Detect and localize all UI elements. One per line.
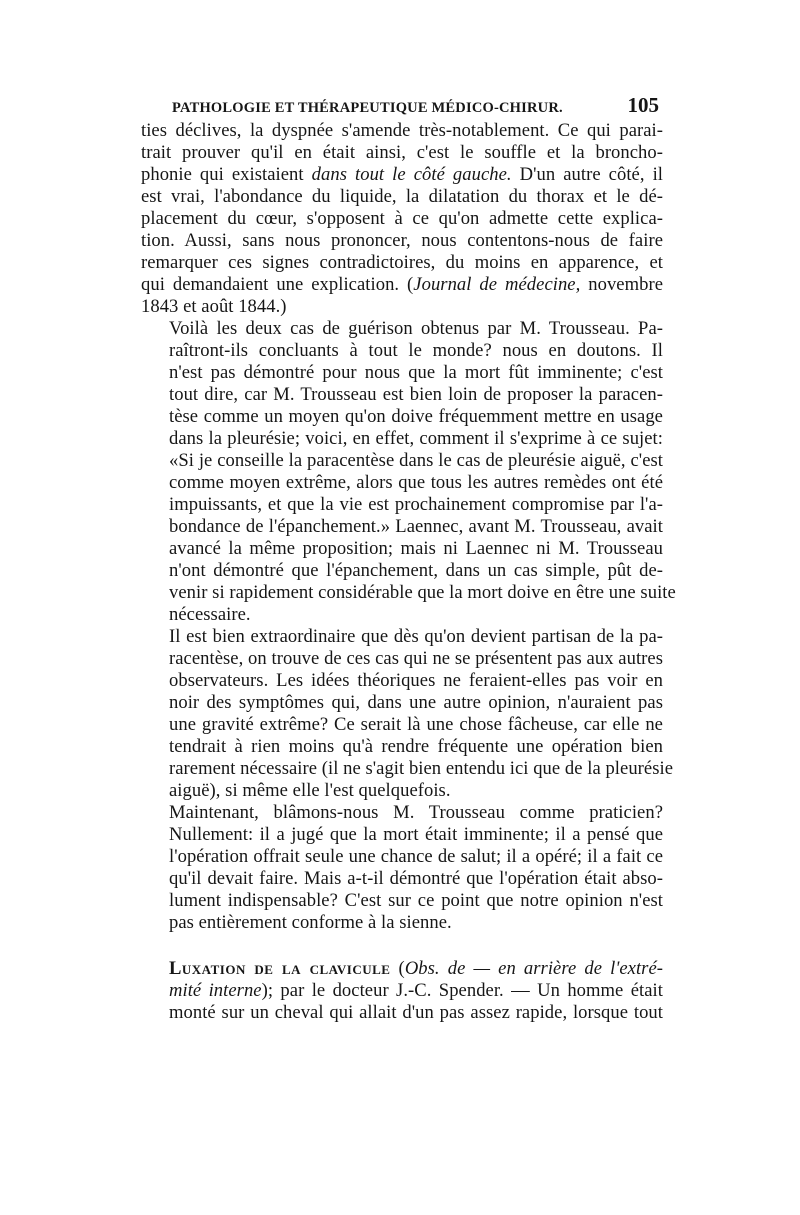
paragraph-5: [141, 958, 663, 1024]
text-line: 1843 et août 1844.): [141, 296, 287, 317]
body-text: [141, 120, 676, 1024]
text-line: Il est bien extraordinaire que dès qu'on devient partisan de la pa-: [169, 626, 663, 647]
text-line: impuissants, et que la vie est prochainement compromise par l'a-: [169, 494, 663, 515]
text-line: pas entièrement conforme à la sienne.: [169, 912, 452, 933]
text-run: (: [390, 958, 405, 979]
text-line: rarement nécessaire (il ne s'agit bien entendu ici que de la pleurésie: [169, 758, 674, 779]
text-line: placement du cœur, s'opposent à ce qu'on admette cette explica-: [141, 208, 663, 229]
text-line: «Si je conseille la paracentèse dans le cas de pleurésie aiguë, c'est: [169, 450, 663, 471]
text-line: tèse comme un moyen qu'on doive fréquemment mettre en usage: [169, 406, 663, 427]
text-line: l'opération offrait seule une chance de salut; il a opéré; il a fait ce: [169, 846, 663, 867]
text-line: [141, 980, 663, 1002]
text-run: qui demandaient une explication. (: [141, 274, 414, 295]
journal-citation: Journal de médecine,: [413, 274, 581, 295]
section-spacer: [141, 934, 663, 958]
text-line: Voilà les deux cas de guérison obtenus par M. Trousseau. Pa-: [169, 318, 663, 339]
text-line: remarquer ces signes contradictoires, du moins en apparence, et: [141, 252, 663, 273]
text-line: Maintenant, blâmons-nous M. Trousseau comme praticien?: [169, 802, 663, 823]
text-line: raîtront-ils concluants à tout le monde? nous en doutons. Il: [169, 340, 663, 361]
section-heading: Luxation de la clavicule: [169, 958, 391, 979]
italic-run: Obs. de — en arrière de l'extré-: [404, 958, 664, 979]
text-line: venir si rapidement considérable que la mort doive en être une suite: [169, 582, 676, 603]
text-run: D'un autre côté, il: [511, 164, 664, 185]
text-run: phonie qui existaient: [141, 164, 312, 185]
text-line: monté sur un cheval qui allait d'un pas assez rapide, lorsque tout: [169, 1002, 663, 1023]
page-number: 105: [627, 93, 659, 117]
italic-run: dans tout le côté gauche.: [311, 164, 512, 185]
paragraph-3: [141, 626, 674, 802]
paragraph-4: [141, 802, 663, 934]
text-line: une gravité extrême? Ce serait là une chose fâcheuse, car elle ne: [169, 714, 663, 735]
text-line: n'est pas démontré pour nous que la mort fût imminente; c'est: [169, 362, 663, 383]
text-line: [141, 274, 663, 296]
text-line: n'ont démontré que l'épanchement, dans un cas simple, pût de-: [169, 560, 663, 581]
text-line: Nullement: il a jugé que la mort était imminente; il a pensé que: [169, 824, 663, 845]
text-line: qu'il devait faire. Mais a-t-il démontré que l'opération était abso-: [169, 868, 663, 889]
text-run: novembre: [580, 274, 663, 295]
text-line: [141, 958, 663, 980]
text-line: tion. Aussi, sans nous prononcer, nous contentons-nous de faire: [141, 230, 663, 251]
text-line: avancé la même proposition; mais ni Laennec ni M. Trousseau: [169, 538, 663, 559]
text-line: est vrai, l'abondance du liquide, la dilatation du thorax et le dé-: [141, 186, 663, 207]
text-line: observateurs. Les idées théoriques ne feraient-elles pas voir en: [169, 670, 663, 691]
text-line: lument indispensable? C'est sur ce point que notre opinion n'est: [169, 890, 663, 911]
text-run: ); par le docteur J.-C. Spender. — Un homme était: [261, 980, 663, 1001]
text-line: aiguë), si même elle l'est quelquefois.: [169, 780, 451, 801]
text-line: tendrait à rien moins qu'à rendre fréquente une opération bien: [169, 736, 663, 757]
text-line: tout dire, car M. Trousseau est bien loin de proposer la paracen-: [169, 384, 663, 405]
text-line: [141, 164, 663, 186]
text-line: nécessaire.: [169, 604, 251, 625]
text-line: noir des symptômes qui, dans une autre opinion, n'auraient pas: [169, 692, 663, 713]
text-line: racentèse, on trouve de ces cas qui ne se présentent pas aux autres: [169, 648, 663, 669]
running-title: PATHOLOGIE ET THÉRAPEUTIQUE MÉDICO-CHIRUR.: [172, 100, 563, 116]
text-line: comme moyen extrême, alors que tous les autres remèdes ont été: [169, 472, 663, 493]
paragraph-2: [141, 318, 676, 626]
italic-run: mité interne: [169, 980, 262, 1001]
text-line: dans la pleurésie; voici, en effet, comment il s'exprime à ce sujet:: [169, 428, 663, 449]
paragraph-1: [141, 120, 663, 318]
text-line: ties déclives, la dyspnée s'amende très-notablement. Ce qui parai-: [141, 120, 663, 141]
text-line: bondance de l'épanchement.» Laennec, avant M. Trousseau, avait: [169, 516, 663, 537]
page-header: [172, 93, 659, 118]
text-line: trait prouver qu'il en était ainsi, c'est le souffle et la broncho-: [141, 142, 663, 163]
